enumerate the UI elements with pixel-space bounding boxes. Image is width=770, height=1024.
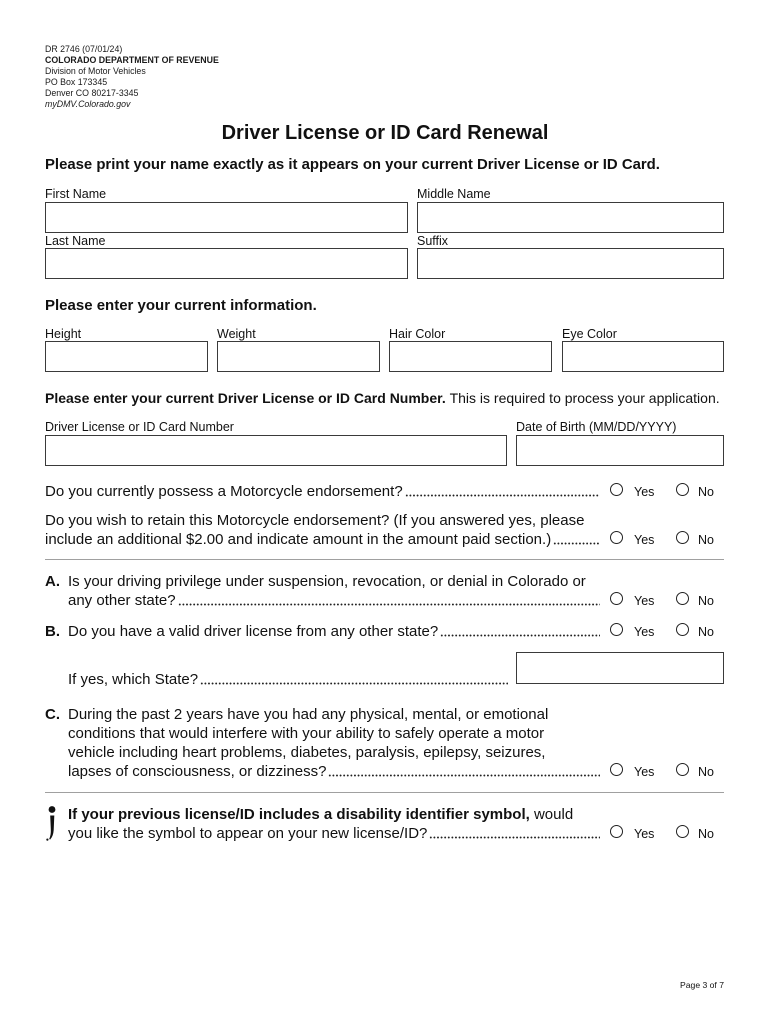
date-of-birth-label: Date of Birth (MM/DD/YYYY) — [516, 420, 677, 434]
question-body — [68, 705, 600, 781]
question-text: would — [533, 805, 574, 823]
question-line — [68, 670, 508, 689]
radio-no[interactable] — [676, 825, 689, 838]
question-line — [68, 762, 600, 781]
option-label-yes: Yes — [634, 826, 655, 841]
eye-color-input[interactable] — [562, 341, 724, 372]
license-number-input[interactable] — [45, 435, 507, 466]
section-divider — [45, 792, 724, 794]
question-text: include an additional $2.00 and indicate amount in the amount paid section.) — [45, 530, 552, 548]
question-line — [68, 805, 600, 824]
radio-yes[interactable] — [610, 623, 623, 636]
last-name-label: Last Name — [45, 234, 106, 248]
question-motorcycle-possess — [45, 482, 600, 501]
dotted-leader — [178, 591, 600, 610]
radio-no[interactable] — [676, 483, 689, 496]
info-instruction: Please enter your current information. — [45, 296, 317, 314]
page-number: Page 3 of 7 — [680, 979, 724, 990]
website-text: myDMV.Colorado.gov — [45, 98, 131, 109]
license-instruction-note: This is required to process your application. — [449, 389, 720, 406]
radio-yes[interactable] — [610, 825, 623, 838]
weight-input[interactable] — [217, 341, 380, 372]
dotted-leader — [440, 622, 600, 641]
last-name-input[interactable] — [45, 248, 408, 279]
option-label-yes: Yes — [634, 532, 655, 547]
radio-group-question-a — [610, 591, 722, 610]
option-label-no: No — [698, 624, 714, 639]
po-box: PO Box 173345 — [45, 76, 108, 87]
option-label-no: No — [698, 484, 714, 499]
agency-header — [45, 44, 219, 110]
height-input[interactable] — [45, 341, 208, 372]
radio-no[interactable] — [676, 592, 689, 605]
question-body — [68, 622, 600, 641]
option-label-yes: Yes — [634, 593, 655, 608]
question-text: you like the symbol to appear on your new license/ID? — [68, 824, 428, 842]
radio-yes[interactable] — [610, 763, 623, 776]
dotted-leader — [429, 824, 600, 843]
date-of-birth-input[interactable] — [516, 435, 724, 466]
question-c — [45, 705, 600, 781]
question-a — [45, 572, 600, 610]
middle-name-label: Middle Name — [417, 187, 491, 201]
name-instruction: Please print your name exactly as it appears on your current Driver License or ID Card. — [45, 156, 660, 173]
license-instruction — [45, 389, 720, 408]
license-number-label: Driver License or ID Card Number — [45, 420, 234, 434]
question-text: vehicle including heart problems, diabetes, paralysis, epilepsy, seizures, — [68, 743, 546, 761]
state-question-label: If yes, which State? — [68, 670, 199, 688]
option-label-no: No — [698, 532, 714, 547]
dotted-leader — [328, 762, 600, 781]
question-text-bold: If your previous license/ID includes a disability identifier symbol, — [68, 805, 530, 823]
question-letter: A. — [45, 572, 60, 590]
department-name: COLORADO DEPARTMENT OF REVENUE — [45, 54, 219, 65]
form-number: DR 2746 (07/01/24) — [45, 43, 123, 54]
question-text: Do you have a valid driver license from any other state? — [68, 622, 439, 640]
radio-group-disability-symbol — [610, 824, 722, 843]
eye-color-label: Eye Color — [562, 327, 617, 341]
question-motorcycle-retain — [45, 511, 600, 549]
question-body — [68, 572, 600, 610]
suffix-label: Suffix — [417, 234, 449, 248]
question-disability-symbol — [45, 805, 600, 843]
radio-yes[interactable] — [610, 483, 623, 496]
radio-yes[interactable] — [610, 592, 623, 605]
height-label: Height — [45, 327, 82, 341]
radio-group-question-c — [610, 762, 722, 781]
question-line — [45, 482, 600, 501]
option-label-yes: Yes — [634, 484, 655, 499]
first-name-input[interactable] — [45, 202, 408, 233]
radio-no[interactable] — [676, 763, 689, 776]
question-line — [68, 591, 600, 610]
question-text: any other state? — [68, 591, 176, 609]
question-text: conditions that would interfere with your ability to safely operate a motor — [68, 724, 545, 742]
dotted-leader — [200, 670, 508, 689]
section-divider — [45, 559, 724, 561]
middle-name-input[interactable] — [417, 202, 724, 233]
dotted-leader — [405, 482, 600, 501]
radio-yes[interactable] — [610, 531, 623, 544]
option-label-no: No — [698, 764, 714, 779]
option-label-no: No — [698, 826, 714, 841]
option-label-yes: Yes — [634, 624, 655, 639]
radio-no[interactable] — [676, 623, 689, 636]
radio-group-motorcycle-possess — [610, 482, 722, 501]
hair-color-input[interactable] — [389, 341, 552, 372]
state-input[interactable] — [516, 652, 724, 684]
question-b — [45, 622, 600, 641]
question-line — [68, 622, 600, 641]
question-text: Is your driving privilege under suspension, revocation, or denial in Colorado or — [68, 572, 586, 590]
question-line — [45, 530, 600, 549]
division-name: Division of Motor Vehicles — [45, 65, 146, 76]
hair-color-label: Hair Color — [389, 327, 446, 341]
weight-label: Weight — [217, 327, 256, 341]
state-follow-up — [68, 670, 508, 689]
question-line — [68, 824, 600, 843]
radio-no[interactable] — [676, 531, 689, 544]
form-title: Driver License or ID Card Renewal — [221, 122, 549, 144]
radio-group-question-b — [610, 622, 722, 641]
first-name-label: First Name — [45, 187, 107, 201]
option-label-no: No — [698, 593, 714, 608]
suffix-input[interactable] — [417, 248, 724, 279]
question-letter: B. — [45, 622, 60, 640]
question-text: lapses of consciousness, or dizziness? — [68, 762, 327, 780]
option-label-yes: Yes — [634, 764, 655, 779]
question-text: Do you currently possess a Motorcycle endorsement? — [45, 482, 403, 500]
question-letter: C. — [45, 705, 60, 723]
license-instruction-bold: Please enter your current Driver License or ID Card Number. — [45, 389, 446, 406]
city-address: Denver CO 80217-3345 — [45, 87, 139, 98]
radio-group-motorcycle-retain — [610, 530, 722, 549]
dotted-leader — [553, 530, 600, 549]
question-text: During the past 2 years have you had any physical, mental, or emotional — [68, 705, 549, 723]
question-text: Do you wish to retain this Motorcycle endorsement? (If you answered yes, please — [45, 511, 585, 529]
